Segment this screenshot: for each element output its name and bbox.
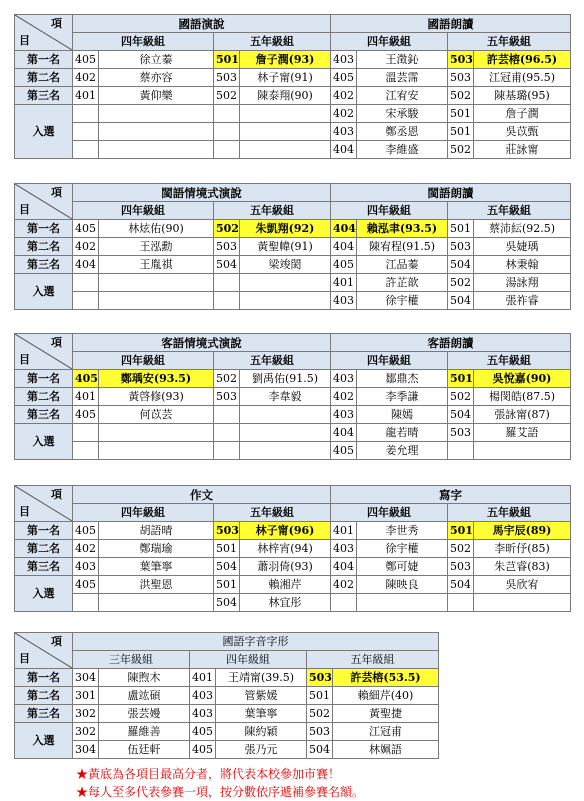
table-row [15, 669, 439, 687]
class-cell [214, 123, 240, 141]
class-cell: 503 [448, 69, 474, 87]
student-cell: 何苡芸 [99, 406, 214, 424]
grade-group-header: 五年級組 [448, 352, 571, 370]
corner-top-label: 項 [51, 336, 62, 349]
grade-group-header: 四年級組 [331, 504, 448, 522]
student-cell: 江品蓁 [357, 256, 448, 274]
class-cell [73, 105, 99, 123]
student-cell: 莊詠甯 [474, 141, 571, 159]
class-cell: 504 [214, 256, 240, 274]
event-title: 閩語朗讀 [331, 184, 571, 202]
table-row [15, 69, 571, 87]
rank-label: 入選 [15, 105, 73, 159]
rank-label: 入選 [15, 274, 73, 310]
student-cell: 陳映良 [357, 576, 448, 594]
class-cell: 405 [190, 741, 216, 759]
class-cell: 403 [331, 406, 357, 424]
student-cell [99, 105, 214, 123]
class-cell [448, 594, 474, 612]
class-cell: 402 [73, 540, 99, 558]
class-cell: 403 [331, 51, 357, 69]
student-cell: 朱凱翔(92) [240, 220, 331, 238]
table-row [15, 705, 439, 723]
student-cell: 江冠甫 [333, 723, 439, 741]
event-title: 國語朗讀 [331, 15, 571, 33]
student-cell: 羅維善 [99, 723, 190, 741]
grade-group-header: 四年級組 [73, 352, 214, 370]
class-cell: 403 [331, 540, 357, 558]
class-cell: 502 [448, 141, 474, 159]
class-cell: 405 [73, 406, 99, 424]
event-title: 國語字音字形 [73, 633, 439, 651]
student-cell: 陳煦木 [99, 669, 190, 687]
corner-top-label: 項 [51, 186, 62, 199]
student-cell [240, 105, 331, 123]
class-cell: 401 [190, 669, 216, 687]
class-cell: 403 [73, 558, 99, 576]
corner-bottom-label: 目 [19, 203, 30, 216]
table-row [15, 87, 571, 105]
results-table-character [14, 632, 439, 759]
corner-cell [15, 334, 73, 370]
corner-top-label: 項 [51, 488, 62, 501]
student-cell: 鄭可婕 [357, 558, 448, 576]
class-cell: 402 [331, 87, 357, 105]
student-cell: 陳嫣 [357, 406, 448, 424]
class-cell: 503 [214, 522, 240, 540]
class-cell: 403 [190, 687, 216, 705]
student-cell: 陳約穎 [216, 723, 307, 741]
student-cell: 湯詠翔 [474, 274, 571, 292]
table-row [15, 741, 439, 759]
class-cell: 504 [214, 594, 240, 612]
corner-cell [15, 15, 73, 51]
class-cell [331, 594, 357, 612]
student-cell [240, 292, 331, 310]
student-cell: 鄭瑞瑜 [99, 540, 214, 558]
student-cell: 黃聖捷 [333, 705, 439, 723]
student-cell: 李季謙 [357, 388, 448, 406]
student-cell: 江宥安 [357, 87, 448, 105]
event-title: 作文 [73, 486, 331, 504]
results-table-mandarin [14, 14, 571, 159]
student-cell: 羅艾語 [474, 424, 571, 442]
corner-bottom-label: 目 [19, 353, 30, 366]
footnote-text: 黃底為各項目最高分者，將代表本校參加市賽！ [88, 767, 341, 781]
student-cell [99, 292, 214, 310]
student-cell [357, 594, 448, 612]
student-cell: 江冠甫(95.5) [474, 69, 571, 87]
student-cell: 鄭瑀安(93.5) [99, 370, 214, 388]
table-row [15, 594, 571, 612]
corner-cell [15, 633, 73, 669]
rank-label: 第二名 [15, 687, 73, 705]
table-row [15, 123, 571, 141]
grade-group-header: 五年級組 [448, 504, 571, 522]
student-cell: 詹子潤 [474, 105, 571, 123]
student-cell: 管紫媛 [216, 687, 307, 705]
class-cell [73, 141, 99, 159]
grade-group-header: 五年級組 [214, 202, 331, 220]
class-cell [448, 442, 474, 460]
class-cell: 405 [73, 522, 99, 540]
student-cell [240, 274, 331, 292]
table-row [15, 424, 571, 442]
table-row [15, 141, 571, 159]
student-cell: 陳宥程(91.5) [357, 238, 448, 256]
class-cell: 405 [331, 69, 357, 87]
student-cell: 梁竣閎 [240, 256, 331, 274]
class-cell: 503 [448, 238, 474, 256]
student-cell: 許芸榕(96.5) [474, 51, 571, 69]
class-cell [214, 292, 240, 310]
table-row [15, 522, 571, 540]
grade-group-header: 三年級組 [73, 651, 190, 669]
class-cell: 503 [448, 558, 474, 576]
corner-bottom-label: 目 [19, 652, 30, 665]
student-cell: 許芸榕(53.5) [333, 669, 439, 687]
class-cell: 502 [448, 87, 474, 105]
grade-group-header: 五年級組 [448, 202, 571, 220]
table-row [15, 558, 571, 576]
student-cell: 賴湘芹 [240, 576, 331, 594]
student-cell: 姜允理 [357, 442, 448, 460]
class-cell: 503 [214, 388, 240, 406]
student-cell [99, 594, 214, 612]
class-cell: 304 [73, 741, 99, 759]
grade-group-header: 四年級組 [73, 33, 214, 51]
class-cell: 302 [73, 705, 99, 723]
table-row [15, 540, 571, 558]
class-cell: 502 [214, 220, 240, 238]
class-cell: 501 [214, 576, 240, 594]
class-cell: 504 [214, 558, 240, 576]
class-cell: 402 [73, 238, 99, 256]
event-title: 寫字 [331, 486, 571, 504]
class-cell: 504 [307, 741, 333, 759]
table-row [15, 723, 439, 741]
grade-group-header: 五年級組 [307, 651, 439, 669]
class-cell: 404 [331, 424, 357, 442]
footnote [76, 765, 340, 782]
class-cell: 501 [448, 105, 474, 123]
class-cell: 404 [331, 141, 357, 159]
class-cell: 501 [448, 123, 474, 141]
class-cell [73, 442, 99, 460]
student-cell: 林子甯(91) [240, 69, 331, 87]
student-cell: 王靖甯(39.5) [216, 669, 307, 687]
class-cell: 504 [448, 576, 474, 594]
student-cell: 張乃元 [216, 741, 307, 759]
class-cell: 503 [214, 69, 240, 87]
class-cell [214, 406, 240, 424]
grade-group-header: 四年級組 [73, 504, 214, 522]
class-cell: 401 [331, 522, 357, 540]
class-cell: 502 [307, 705, 333, 723]
class-cell: 501 [448, 370, 474, 388]
student-cell: 李世秀 [357, 522, 448, 540]
student-cell [99, 141, 214, 159]
table-row [15, 687, 439, 705]
class-cell: 301 [73, 687, 99, 705]
table-row [15, 388, 571, 406]
student-cell: 張芸嫚 [99, 705, 190, 723]
student-cell: 黃啓修(93) [99, 388, 214, 406]
rank-label: 第三名 [15, 705, 73, 723]
table-row [15, 51, 571, 69]
student-cell: 林宜彤 [240, 594, 331, 612]
grade-group-header: 四年級組 [73, 202, 214, 220]
student-cell: 賴泓聿(93.5) [357, 220, 448, 238]
student-cell [240, 406, 331, 424]
student-cell: 黃聖幃(91) [240, 238, 331, 256]
class-cell [73, 292, 99, 310]
rank-label: 第一名 [15, 370, 73, 388]
student-cell: 蔡沛紜(92.5) [474, 220, 571, 238]
corner-bottom-label: 目 [19, 505, 30, 518]
table-row [15, 406, 571, 424]
table-row [15, 274, 571, 292]
table-row [15, 576, 571, 594]
student-cell: 李韋毅 [240, 388, 331, 406]
grade-group-header: 四年級組 [190, 651, 307, 669]
class-cell: 302 [73, 723, 99, 741]
class-cell: 404 [73, 256, 99, 274]
class-cell: 503 [448, 51, 474, 69]
class-cell: 405 [73, 220, 99, 238]
student-cell: 王胤祺 [99, 256, 214, 274]
student-cell: 盧竑碩 [99, 687, 190, 705]
student-cell: 吳欣宥 [474, 576, 571, 594]
rank-label: 第一名 [15, 220, 73, 238]
student-cell [240, 424, 331, 442]
class-cell: 405 [331, 256, 357, 274]
student-cell: 張祚睿 [474, 292, 571, 310]
student-cell: 溫芸霈 [357, 69, 448, 87]
table-row [15, 442, 571, 460]
student-cell: 吳悅嘉(90) [474, 370, 571, 388]
student-cell: 洪聖恩 [99, 576, 214, 594]
student-cell: 吳苡甄 [474, 123, 571, 141]
student-cell: 朱芑睿(83) [474, 558, 571, 576]
class-cell: 403 [331, 123, 357, 141]
grade-group-header: 四年級組 [331, 202, 448, 220]
class-cell [73, 424, 99, 442]
grade-group-header: 五年級組 [214, 352, 331, 370]
student-cell: 徐宇權 [357, 540, 448, 558]
class-cell: 501 [214, 540, 240, 558]
rank-label: 第二名 [15, 69, 73, 87]
student-cell: 伍廷軒 [99, 741, 190, 759]
student-cell [474, 594, 571, 612]
event-title: 客語朗讀 [331, 334, 571, 352]
class-cell: 503 [307, 669, 333, 687]
class-cell: 501 [214, 51, 240, 69]
results-table-hakka [14, 333, 571, 460]
student-cell: 許芷歆 [357, 274, 448, 292]
class-cell [73, 123, 99, 141]
class-cell: 403 [190, 705, 216, 723]
student-cell: 劉禹佑(91.5) [240, 370, 331, 388]
rank-label: 第一名 [15, 669, 73, 687]
grade-group-header: 四年級組 [331, 33, 448, 51]
student-cell: 蕭羽倚(93) [240, 558, 331, 576]
student-cell: 王泓勳 [99, 238, 214, 256]
student-cell: 林炫佑(90) [99, 220, 214, 238]
student-cell [99, 442, 214, 460]
class-cell: 402 [331, 105, 357, 123]
student-cell [240, 141, 331, 159]
rank-label: 第二名 [15, 388, 73, 406]
class-cell: 404 [331, 220, 357, 238]
event-title: 客語情境式演說 [73, 334, 331, 352]
student-cell [474, 442, 571, 460]
student-cell: 賴細芹(40) [333, 687, 439, 705]
class-cell: 402 [331, 388, 357, 406]
student-cell: 林梓宵(94) [240, 540, 331, 558]
student-cell: 張詠甯(87) [474, 406, 571, 424]
footnote [76, 783, 364, 800]
class-cell: 405 [73, 51, 99, 69]
rank-label: 第二名 [15, 238, 73, 256]
student-cell: 吳婕瑀 [474, 238, 571, 256]
rank-label: 第二名 [15, 540, 73, 558]
rank-label: 第一名 [15, 522, 73, 540]
student-cell: 林子甯(96) [240, 522, 331, 540]
corner-cell [15, 486, 73, 522]
class-cell: 502 [214, 87, 240, 105]
class-cell: 405 [331, 442, 357, 460]
student-cell: 陳泰翔(90) [240, 87, 331, 105]
class-cell: 503 [214, 238, 240, 256]
star-icon: ★ [76, 785, 89, 799]
rank-label: 第三名 [15, 558, 73, 576]
class-cell [214, 424, 240, 442]
table-row [15, 370, 571, 388]
class-cell: 405 [190, 723, 216, 741]
student-cell [240, 123, 331, 141]
student-cell: 詹子潤(93) [240, 51, 331, 69]
class-cell: 501 [307, 687, 333, 705]
class-cell: 401 [73, 388, 99, 406]
student-cell: 楊閔皓(87.5) [474, 388, 571, 406]
class-cell: 403 [331, 292, 357, 310]
footnote-text: 每人至多代表參賽一項，按分數依序遞補參賽名額。 [88, 785, 365, 799]
event-title: 國語演說 [73, 15, 331, 33]
student-cell: 李維盛 [357, 141, 448, 159]
table-row [15, 238, 571, 256]
student-cell: 徐宇權 [357, 292, 448, 310]
student-cell [99, 274, 214, 292]
class-cell: 501 [448, 220, 474, 238]
student-cell: 宋承駿 [357, 105, 448, 123]
rank-label: 第三名 [15, 406, 73, 424]
grade-group-header: 五年級組 [214, 504, 331, 522]
results-table-minnan [14, 183, 571, 310]
class-cell [214, 274, 240, 292]
student-cell: 馬宇辰(89) [474, 522, 571, 540]
student-cell [99, 424, 214, 442]
student-cell: 徐立蓁 [99, 51, 214, 69]
class-cell: 405 [73, 370, 99, 388]
corner-top-label: 項 [51, 17, 62, 30]
class-cell [214, 442, 240, 460]
student-cell: 李昕伃(85) [474, 540, 571, 558]
table-row [15, 292, 571, 310]
grade-group-header: 五年級組 [214, 33, 331, 51]
class-cell: 405 [73, 576, 99, 594]
student-cell [99, 123, 214, 141]
class-cell: 503 [448, 424, 474, 442]
class-cell [73, 594, 99, 612]
student-cell: 林秉翰 [474, 256, 571, 274]
class-cell: 501 [448, 522, 474, 540]
class-cell: 504 [448, 292, 474, 310]
class-cell [73, 274, 99, 292]
rank-label: 第三名 [15, 87, 73, 105]
class-cell: 404 [331, 558, 357, 576]
rank-label: 第一名 [15, 51, 73, 69]
student-cell: 胡語晴 [99, 522, 214, 540]
student-cell: 王澂鈊 [357, 51, 448, 69]
student-cell: 龍若晴 [357, 424, 448, 442]
student-cell: 陳基璐(95) [474, 87, 571, 105]
student-cell: 鄒鼎杰 [357, 370, 448, 388]
class-cell [214, 105, 240, 123]
class-cell: 402 [73, 69, 99, 87]
corner-cell [15, 184, 73, 220]
class-cell: 503 [307, 723, 333, 741]
class-cell: 502 [214, 370, 240, 388]
class-cell: 504 [448, 406, 474, 424]
grade-group-header: 五年級組 [448, 33, 571, 51]
table-row [15, 105, 571, 123]
class-cell: 502 [448, 540, 474, 558]
class-cell: 502 [448, 388, 474, 406]
student-cell [240, 442, 331, 460]
table-row [15, 220, 571, 238]
class-cell: 304 [73, 669, 99, 687]
rank-label: 入選 [15, 723, 73, 759]
star-icon: ★ [76, 767, 89, 781]
class-cell: 401 [73, 87, 99, 105]
student-cell: 葉筆寧 [216, 705, 307, 723]
rank-label: 第三名 [15, 256, 73, 274]
results-table-writing [14, 485, 571, 612]
class-cell: 504 [448, 256, 474, 274]
class-cell: 502 [448, 274, 474, 292]
corner-top-label: 項 [51, 635, 62, 648]
class-cell: 402 [331, 576, 357, 594]
student-cell: 蔡亦容 [99, 69, 214, 87]
student-cell: 葉筆寧 [99, 558, 214, 576]
rank-label: 入選 [15, 424, 73, 460]
event-title: 閩語情境式演說 [73, 184, 331, 202]
class-cell [214, 141, 240, 159]
grade-group-header: 四年級組 [331, 352, 448, 370]
rank-label: 入選 [15, 576, 73, 612]
class-cell: 401 [331, 274, 357, 292]
class-cell: 403 [331, 370, 357, 388]
table-row [15, 256, 571, 274]
student-cell: 黃仰樂 [99, 87, 214, 105]
student-cell: 林姵語 [333, 741, 439, 759]
corner-bottom-label: 目 [19, 34, 30, 47]
class-cell: 404 [331, 238, 357, 256]
student-cell: 鄭丞恩 [357, 123, 448, 141]
